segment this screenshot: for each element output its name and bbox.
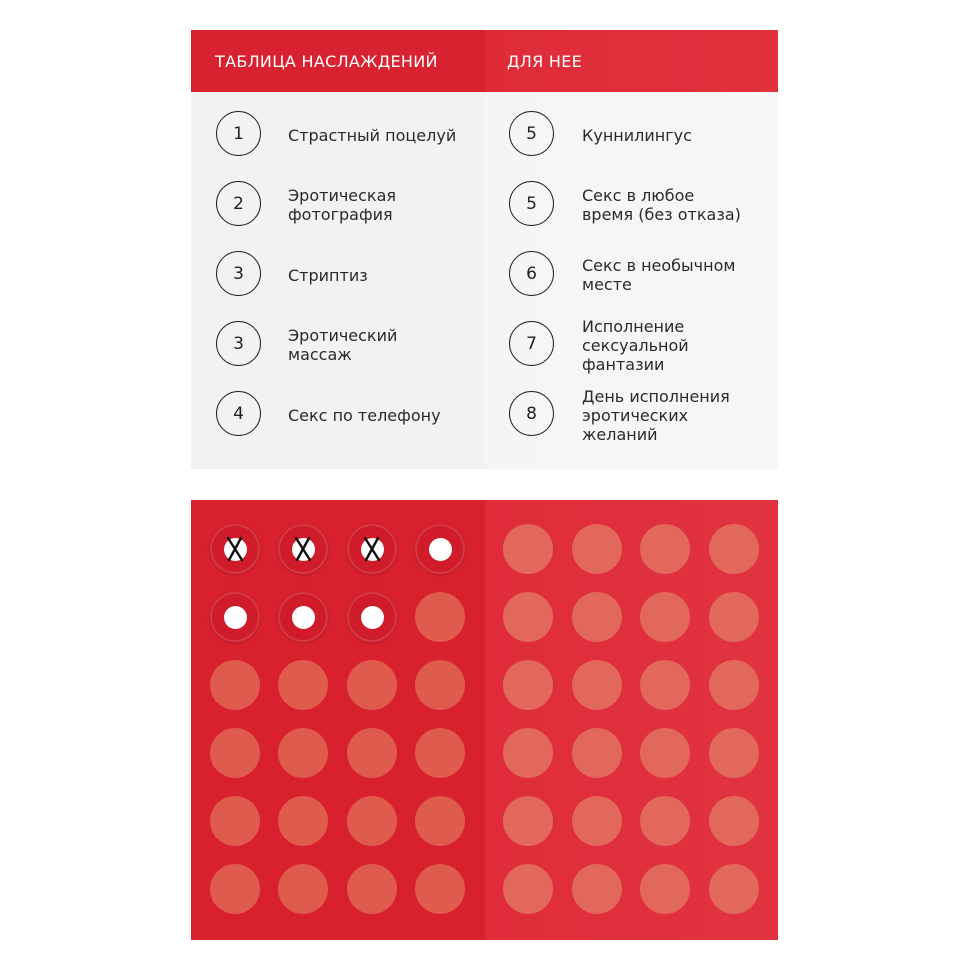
empty-slot[interactable] bbox=[503, 592, 553, 642]
item-label: Секс в любое время (без отказа) bbox=[582, 186, 741, 224]
empty-slot[interactable] bbox=[503, 524, 553, 574]
left-page bbox=[191, 30, 485, 469]
empty-slot[interactable] bbox=[709, 796, 759, 846]
number-badge: 6 bbox=[509, 251, 554, 296]
empty-slot[interactable] bbox=[347, 864, 397, 914]
sticker-dot bbox=[224, 606, 247, 629]
sticker-dot bbox=[361, 606, 384, 629]
item-label: Стриптиз bbox=[288, 265, 368, 285]
empty-slot[interactable] bbox=[640, 796, 690, 846]
empty-slot[interactable] bbox=[709, 660, 759, 710]
crossed-sticker[interactable] bbox=[347, 524, 397, 574]
empty-slot[interactable] bbox=[572, 592, 622, 642]
empty-slot[interactable] bbox=[503, 660, 553, 710]
number-badge: 5 bbox=[509, 181, 554, 226]
number-badge: 5 bbox=[509, 111, 554, 156]
empty-slot[interactable] bbox=[415, 660, 465, 710]
empty-slot[interactable] bbox=[640, 524, 690, 574]
header-bar-right bbox=[485, 30, 778, 92]
empty-slot[interactable] bbox=[347, 728, 397, 778]
number-badge: 2 bbox=[216, 181, 261, 226]
sticker-slot[interactable] bbox=[415, 524, 465, 574]
list-item bbox=[191, 390, 485, 440]
cross-mark-icon bbox=[291, 536, 315, 562]
empty-slot[interactable] bbox=[572, 864, 622, 914]
item-label: Исполнение сексуальной фантазии bbox=[582, 316, 689, 374]
empty-slot[interactable] bbox=[210, 796, 260, 846]
item-label: Эротическая фотография bbox=[288, 186, 397, 224]
list-item bbox=[485, 386, 778, 444]
left-dot-grid bbox=[191, 500, 485, 940]
sticker-sheet bbox=[191, 500, 778, 940]
empty-slot[interactable] bbox=[572, 796, 622, 846]
list-item bbox=[191, 180, 485, 230]
empty-slot[interactable] bbox=[210, 728, 260, 778]
empty-slot[interactable] bbox=[640, 728, 690, 778]
empty-slot[interactable] bbox=[709, 592, 759, 642]
sticker-dot bbox=[292, 606, 315, 629]
empty-slot[interactable] bbox=[415, 864, 465, 914]
right-item-list bbox=[485, 92, 778, 469]
right-page bbox=[485, 30, 778, 469]
empty-slot[interactable] bbox=[503, 728, 553, 778]
empty-slot[interactable] bbox=[278, 728, 328, 778]
empty-slot[interactable] bbox=[709, 524, 759, 574]
empty-slot[interactable] bbox=[709, 864, 759, 914]
empty-slot[interactable] bbox=[640, 864, 690, 914]
header-bar bbox=[191, 30, 485, 92]
item-label: Секс по телефону bbox=[288, 405, 441, 425]
item-label: Секс в необычном месте bbox=[582, 256, 736, 294]
empty-slot[interactable] bbox=[278, 864, 328, 914]
empty-slot[interactable] bbox=[572, 524, 622, 574]
cross-mark-icon bbox=[360, 536, 384, 562]
list-item bbox=[485, 180, 778, 230]
item-label: День исполнения эротических желаний bbox=[582, 386, 730, 444]
empty-slot[interactable] bbox=[347, 796, 397, 846]
number-badge: 1 bbox=[216, 111, 261, 156]
list-item bbox=[191, 320, 485, 370]
sticker-slot[interactable] bbox=[278, 592, 328, 642]
number-badge: 8 bbox=[509, 391, 554, 436]
number-badge: 4 bbox=[216, 391, 261, 436]
empty-slot[interactable] bbox=[503, 864, 553, 914]
item-label: Эротический массаж bbox=[288, 326, 398, 364]
list-item bbox=[191, 250, 485, 300]
empty-slot[interactable] bbox=[210, 864, 260, 914]
left-sticker-page bbox=[191, 500, 485, 940]
header-title: ТАБЛИЦА НАСЛАЖДЕНИЙ bbox=[215, 52, 438, 71]
item-label: Куннилингус bbox=[582, 125, 692, 145]
empty-slot[interactable] bbox=[415, 796, 465, 846]
number-badge: 3 bbox=[216, 321, 261, 366]
number-badge: 7 bbox=[509, 321, 554, 366]
left-item-list bbox=[191, 92, 485, 469]
empty-slot[interactable] bbox=[572, 660, 622, 710]
empty-slot[interactable] bbox=[210, 660, 260, 710]
crossed-sticker[interactable] bbox=[278, 524, 328, 574]
sticker-slot[interactable] bbox=[210, 592, 260, 642]
empty-slot[interactable] bbox=[572, 728, 622, 778]
list-item bbox=[485, 250, 778, 300]
sticker-dot bbox=[429, 538, 452, 561]
pleasure-table-sheet bbox=[191, 30, 778, 469]
right-dot-grid bbox=[485, 500, 778, 940]
sticker-slot[interactable] bbox=[347, 592, 397, 642]
empty-slot[interactable] bbox=[278, 660, 328, 710]
empty-slot[interactable] bbox=[415, 592, 465, 642]
right-sticker-page bbox=[485, 500, 778, 940]
item-label: Страстный поцелуй bbox=[288, 125, 457, 145]
empty-slot[interactable] bbox=[347, 660, 397, 710]
list-item bbox=[485, 316, 778, 374]
empty-slot[interactable] bbox=[503, 796, 553, 846]
crossed-sticker[interactable] bbox=[210, 524, 260, 574]
empty-slot[interactable] bbox=[709, 728, 759, 778]
empty-slot[interactable] bbox=[415, 728, 465, 778]
cross-mark-icon bbox=[223, 536, 247, 562]
empty-slot[interactable] bbox=[640, 592, 690, 642]
empty-slot[interactable] bbox=[278, 796, 328, 846]
list-item bbox=[485, 110, 778, 160]
header-subtitle: ДЛЯ НЕЕ bbox=[507, 52, 583, 71]
list-item bbox=[191, 110, 485, 160]
number-badge: 3 bbox=[216, 251, 261, 296]
empty-slot[interactable] bbox=[640, 660, 690, 710]
